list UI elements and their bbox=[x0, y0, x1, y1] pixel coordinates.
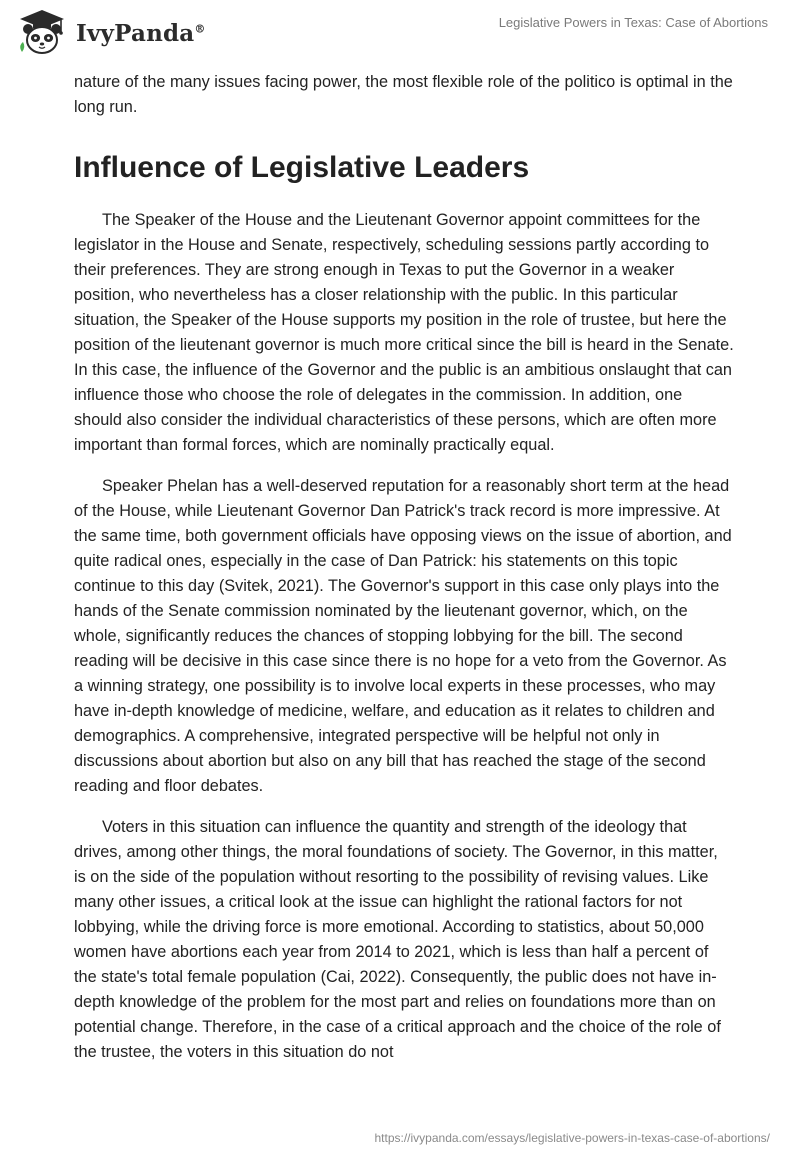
paragraph: Voters in this situation can influence the quantity and strength of the ideology that drives, among other things, the moral foundations of society. The Governor, in this matter, is on the side of the population without resorting to the possibility of revising values. Like many other issues, a critical look at the issue can highlight the rational factors for not lobbying, while the driving force is more emotional. According to statistics, about 50,000 women have abortions each year from 2014 to 2021, which is less than half a percent of the state's total female population (Cai, 2022). Consequently, the public does not have in-depth knowledge of the problem for the most part and relies on foundations more than on potential change. Therefore, in the case of a critical approach and the choice of the role of the trustee, the voters in this situation do not bbox=[74, 818, 721, 1061]
article-body bbox=[74, 70, 734, 1081]
document-title: Legislative Powers in Texas: Case of Abortions bbox=[498, 15, 768, 30]
panda-graduate-icon bbox=[16, 8, 68, 56]
section-heading: Influence of Legislative Leaders bbox=[74, 151, 530, 184]
page-header bbox=[0, 0, 800, 60]
brand-logo[interactable] bbox=[16, 8, 206, 56]
brand-name: IvyPanda® bbox=[76, 19, 206, 47]
source-url[interactable]: https://ivypanda.com/essays/legislative-powers-in-texas-case-of-abortions/ bbox=[374, 1131, 770, 1145]
paragraph: The Speaker of the House and the Lieutenant Governor appoint committees for the legislator in the House and Senate, respectively, scheduling sessions partly according to their preferences. They are strong enough in Texas to put the Governor in a weaker position, who nevertheless has a closer relationship with the public. In this particular situation, the Speaker of the House supports my position in the role of trustee, but here the position of the lieutenant governor is much more critical since the bill is heard in the Senate. In this case, the influence of the Governor and the public is an ambitious onslaught that can influence those who choose the role of delegates in the commission. In addition, one should also consider the individual characteristics of these persons, which are often more important than formal forces, which are nominally practically equal. bbox=[74, 211, 734, 454]
paragraph: Speaker Phelan has a well-deserved reputation for a reasonably short term at the head of the House, while Lieutenant Governor Dan Patrick's track record is more impressive. At the same time, both government officials have opposing views on the issue of abortion, and quite radical ones, especially in the case of Dan Patrick: his statements on this topic continue to this day (Svitek, 2021). The Governor's support in this case only plays into the hands of the Senate commission nominated by the lieutenant governor, which, on the whole, significantly reduces the chances of stopping lobbying for the bill. The second reading will be decisive in this case since there is no hope for a veto from the Governor. As a winning strategy, one possibility is to involve local experts in these processes, who may have in-depth knowledge of medicine, welfare, and education as it relates to children and demographics. A comprehensive, integrated perspective will be helpful not only in discussions about abortion but also on any bill that has reached the stage of the second reading and floor debates. bbox=[74, 477, 732, 795]
continued-paragraph: nature of the many issues facing power, the most flexible role of the politico is optimal in the long run. bbox=[74, 73, 733, 116]
